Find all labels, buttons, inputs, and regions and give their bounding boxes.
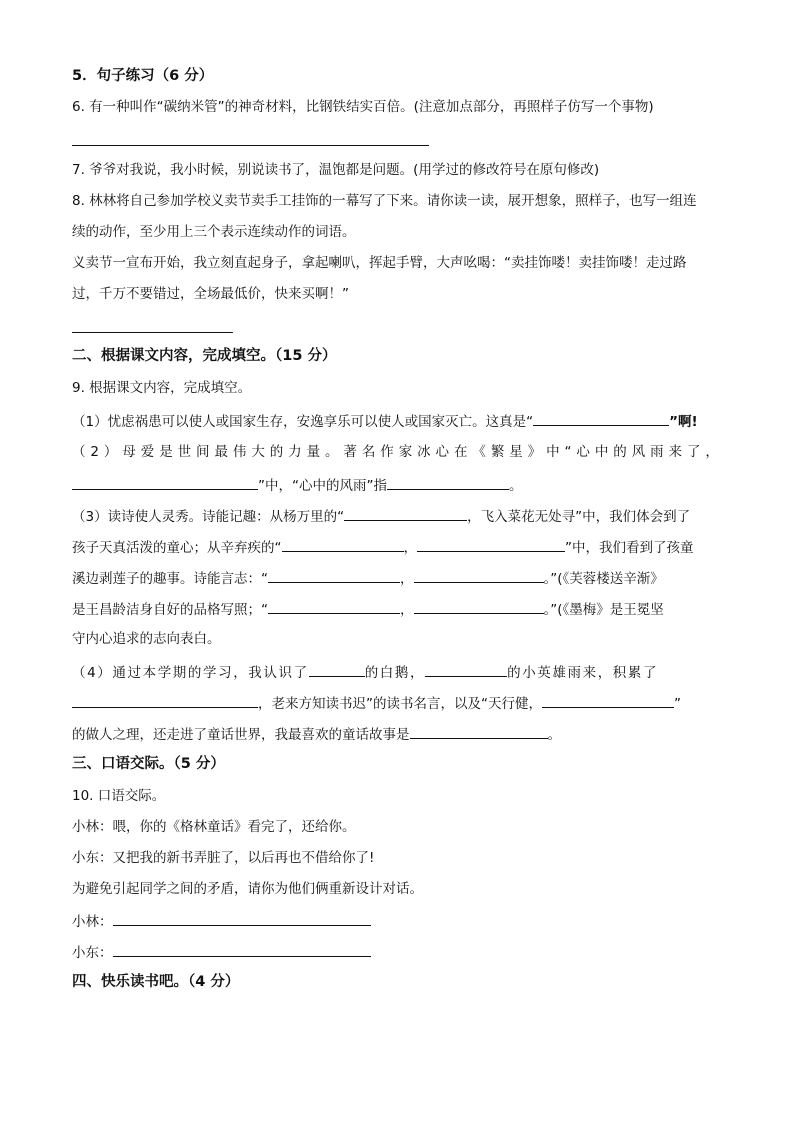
q9-p4-text-g: 。 bbox=[547, 727, 561, 743]
question-8-line1: 8. 林林将自己参加学校义卖节卖手工挂饰的一幕写了下来。请你读一读，展开想象，照样子，也写一组连 bbox=[72, 193, 697, 209]
question-7: 7. 爷爷对我说，我小时候，别说读书了，温饱都是问题。(用学过的修改符号在原句修改) bbox=[72, 162, 600, 178]
q9-p3-text-d: ， bbox=[403, 540, 417, 556]
q6-answer-line[interactable] bbox=[72, 145, 429, 146]
q8-answer-line[interactable] bbox=[72, 332, 233, 333]
q9-p3-text-e: ”中，我们看到了孩童 bbox=[565, 540, 694, 556]
q10-answer-xiaodong bbox=[72, 941, 722, 963]
q9-part3-line4 bbox=[72, 598, 722, 620]
q9-part3-line2 bbox=[72, 536, 722, 558]
q9-p1-text-b: ”啊! bbox=[669, 414, 698, 430]
q9-part3-line5: 守内心追求的志向表白。 bbox=[72, 631, 221, 647]
q10-dialog-xiaodong: 小东：又把我的新书弄脏了，以后再也不借给你了! bbox=[72, 850, 375, 866]
q10-answer-label-xiaolin: 小林： bbox=[72, 914, 113, 930]
q9-p2-blank1[interactable] bbox=[72, 474, 258, 490]
q9-p3-blank4[interactable] bbox=[268, 567, 400, 583]
q9-p4-blank2[interactable] bbox=[425, 661, 507, 677]
q9-p3-text-c: 孩子天真活泼的童心；从辛弃疾的“ bbox=[72, 540, 282, 556]
question-8-example-line2: 过，千万不要错过，全场最低价，快来买啊！” bbox=[72, 286, 349, 302]
q9-p3-text-j: ， bbox=[400, 602, 414, 618]
q9-part4-line2 bbox=[72, 692, 722, 714]
q9-p3-blank6[interactable] bbox=[268, 598, 400, 614]
q9-part3-line3 bbox=[72, 567, 722, 589]
q9-p4-blank5[interactable] bbox=[410, 723, 548, 739]
q9-p4-text-e: ” bbox=[674, 696, 681, 712]
q10-answer-label-xiaodong: 小东： bbox=[72, 945, 113, 961]
q9-p4-text-a: （4）通过本学期的学习，我认识了 bbox=[72, 665, 309, 681]
q10-dialog-xiaolin: 小林：喂，你的《格林童话》看完了，还给你。 bbox=[72, 819, 356, 835]
section-2-heading: 二、根据课文内容，完成填空。（15 分） bbox=[72, 348, 337, 364]
q9-p4-blank1[interactable] bbox=[309, 661, 365, 677]
q9-p4-text-c: 的小英雄雨来，积累了 bbox=[507, 665, 659, 681]
q9-part1 bbox=[72, 410, 722, 432]
question-10-intro: 10. 口语交际。 bbox=[72, 788, 166, 804]
section-3-heading: 三、口语交际。（5 分） bbox=[72, 756, 225, 772]
q9-p4-text-f: 的做人之理，还走进了童话世界，我最喜欢的童话故事是 bbox=[72, 727, 410, 743]
q9-p4-text-d: ，老来方知读书迟”的读书名言，以及“天行健， bbox=[258, 696, 542, 712]
section-5-heading: 5．句子练习（6 分） bbox=[72, 68, 214, 84]
q9-p1-text-a: （1）忧虑祸患可以使人或国家生存，安逸享乐可以使人或国家灭亡。这真是“ bbox=[72, 414, 534, 430]
q9-p2-blank2[interactable] bbox=[387, 474, 509, 490]
q9-p3-text-g: ， bbox=[400, 571, 414, 587]
q10-answer-xiaolin bbox=[72, 910, 722, 932]
q10-instruction: 为避免引起同学之间的矛盾，请你为他们俩重新设计对话。 bbox=[72, 881, 423, 897]
section-4-heading: 四、快乐读书吧。（4 分） bbox=[72, 974, 240, 990]
q9-part3-line1 bbox=[72, 505, 722, 527]
q9-p3-text-a: （3）读诗使人灵秀。诗能记趣：从杨万里的“ bbox=[72, 509, 345, 525]
question-9-intro: 9. 根据课文内容，完成填空。 bbox=[72, 380, 252, 396]
q9-p4-blank3[interactable] bbox=[72, 692, 258, 708]
q9-p3-text-i: 是王昌龄洁身自好的品格写照；“ bbox=[72, 602, 268, 618]
q9-p3-blank3[interactable] bbox=[417, 536, 565, 552]
q9-p1-blank[interactable] bbox=[533, 410, 669, 426]
q9-p3-text-h: 。”(《芙蓉楼送辛渐》 bbox=[543, 571, 664, 587]
q9-p3-blank2[interactable] bbox=[282, 536, 404, 552]
q9-p3-blank5[interactable] bbox=[414, 567, 544, 583]
q9-part4-line1 bbox=[72, 661, 722, 683]
q9-p2-text-b: ”中，“心中的风雨”指 bbox=[258, 478, 387, 494]
question-8-example-line1: 义卖节一宣布开始，我立刻直起身子，拿起喇叭，挥起手臂，大声吆喝：“卖挂饰喽！卖挂饰喽！走过路 bbox=[72, 255, 687, 271]
q10-answer-line-xiaolin[interactable] bbox=[113, 910, 371, 926]
q9-part4-line3 bbox=[72, 723, 722, 745]
q9-p3-text-f: 溪边剥莲子的趣事。诗能言志：“ bbox=[72, 571, 268, 587]
q9-p3-blank7[interactable] bbox=[414, 598, 544, 614]
question-8-line2: 续的动作，至少用上三个表示连续动作的词语。 bbox=[72, 224, 356, 240]
q9-p2-text-c: 。 bbox=[508, 478, 523, 494]
q9-p3-blank1[interactable] bbox=[344, 505, 467, 521]
q9-p4-text-b: 的白鹅， bbox=[364, 665, 426, 681]
q9-part2-line2 bbox=[72, 474, 722, 496]
question-6: 6. 有一种叫作“碳纳米管”的神奇材料，比钢铁结实百倍。(注意加点部分，再照样子仿写一个事物) bbox=[72, 99, 654, 115]
q9-p3-text-b: ，飞入菜花无处寻”中，我们体会到了 bbox=[467, 509, 691, 525]
q9-p3-text-k: 。”(《墨梅》是王冕坚 bbox=[543, 602, 664, 618]
q10-answer-line-xiaodong[interactable] bbox=[113, 941, 371, 957]
q9-part2-line1: （2）母爱是世间最伟大的力量。著名作家冰心在《繁星》中“心中的风雨来了， bbox=[72, 444, 722, 460]
q9-p4-blank4[interactable] bbox=[542, 692, 674, 708]
